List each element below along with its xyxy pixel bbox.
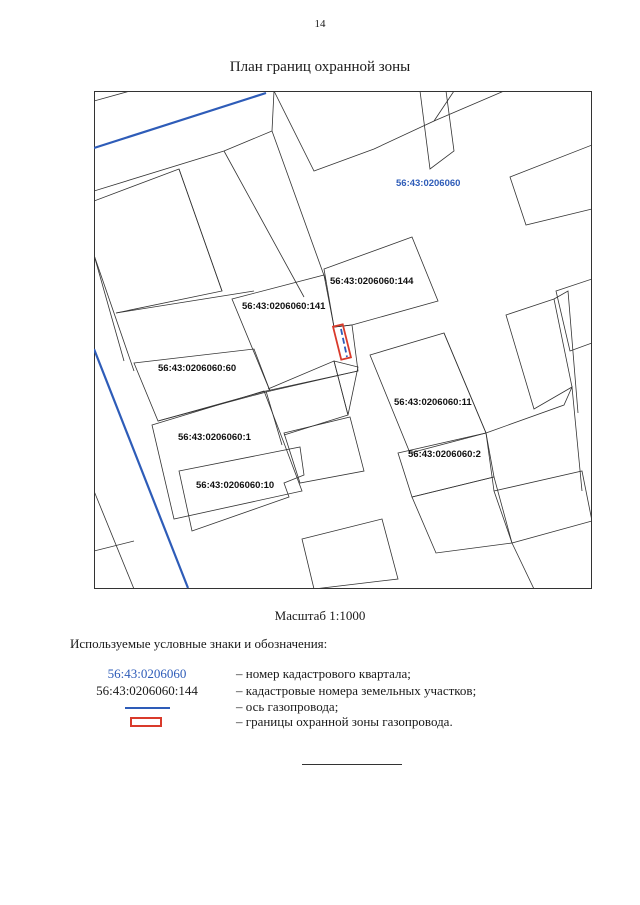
- lot-label-60: 56:43:0206060:60: [158, 363, 237, 374]
- legend-row-zone: [0, 714, 640, 731]
- lot-label-2: 56:43:0206060:2: [408, 449, 481, 460]
- gas-pipeline-axes: [94, 93, 347, 588]
- legend-desc-axis: – ось газопровода;: [236, 699, 339, 714]
- lot-label-11: 56:43:0206060:11: [394, 397, 472, 408]
- cadastral-map: [94, 91, 592, 589]
- legend-symbol-lot: 56:43:0206060:144: [96, 683, 198, 698]
- legend-title: Используемые условные знаки и обозначения:: [70, 636, 328, 651]
- lot-label-10: 56:43:0206060:10: [196, 480, 275, 491]
- gas-axis-legend-icon: [125, 707, 170, 709]
- gas-axis-line-north: [94, 93, 266, 148]
- plan-title: План границ охранной зоны: [229, 59, 411, 75]
- signature-line: [302, 764, 402, 765]
- legend-symbol-quarter: 56:43:0206060: [107, 666, 187, 681]
- legend-desc-lot: – кадастровые номера земельных участков;: [236, 683, 477, 698]
- gas-axis-line-site: [341, 329, 347, 357]
- lot-label-144: 56:43:0206060:144: [330, 276, 414, 287]
- protection-zone-legend-icon: [130, 717, 162, 727]
- page-number: 14: [314, 18, 326, 30]
- legend-desc-zone: – границы охранной зоны газопровода.: [236, 714, 453, 729]
- legend-row-lot: [0, 683, 640, 700]
- legend-row-quarter: [0, 666, 640, 683]
- lot-label-1: 56:43:0206060:1: [178, 432, 251, 443]
- lot-label-141: 56:43:0206060:141: [242, 301, 326, 312]
- map-scale: Масштаб 1:1000: [274, 608, 366, 623]
- legend-desc-quarter: – номер кадастрового квартала;: [236, 666, 411, 681]
- gas-axis-line-west: [94, 349, 188, 588]
- quarter-label: 56:43:0206060: [396, 178, 461, 189]
